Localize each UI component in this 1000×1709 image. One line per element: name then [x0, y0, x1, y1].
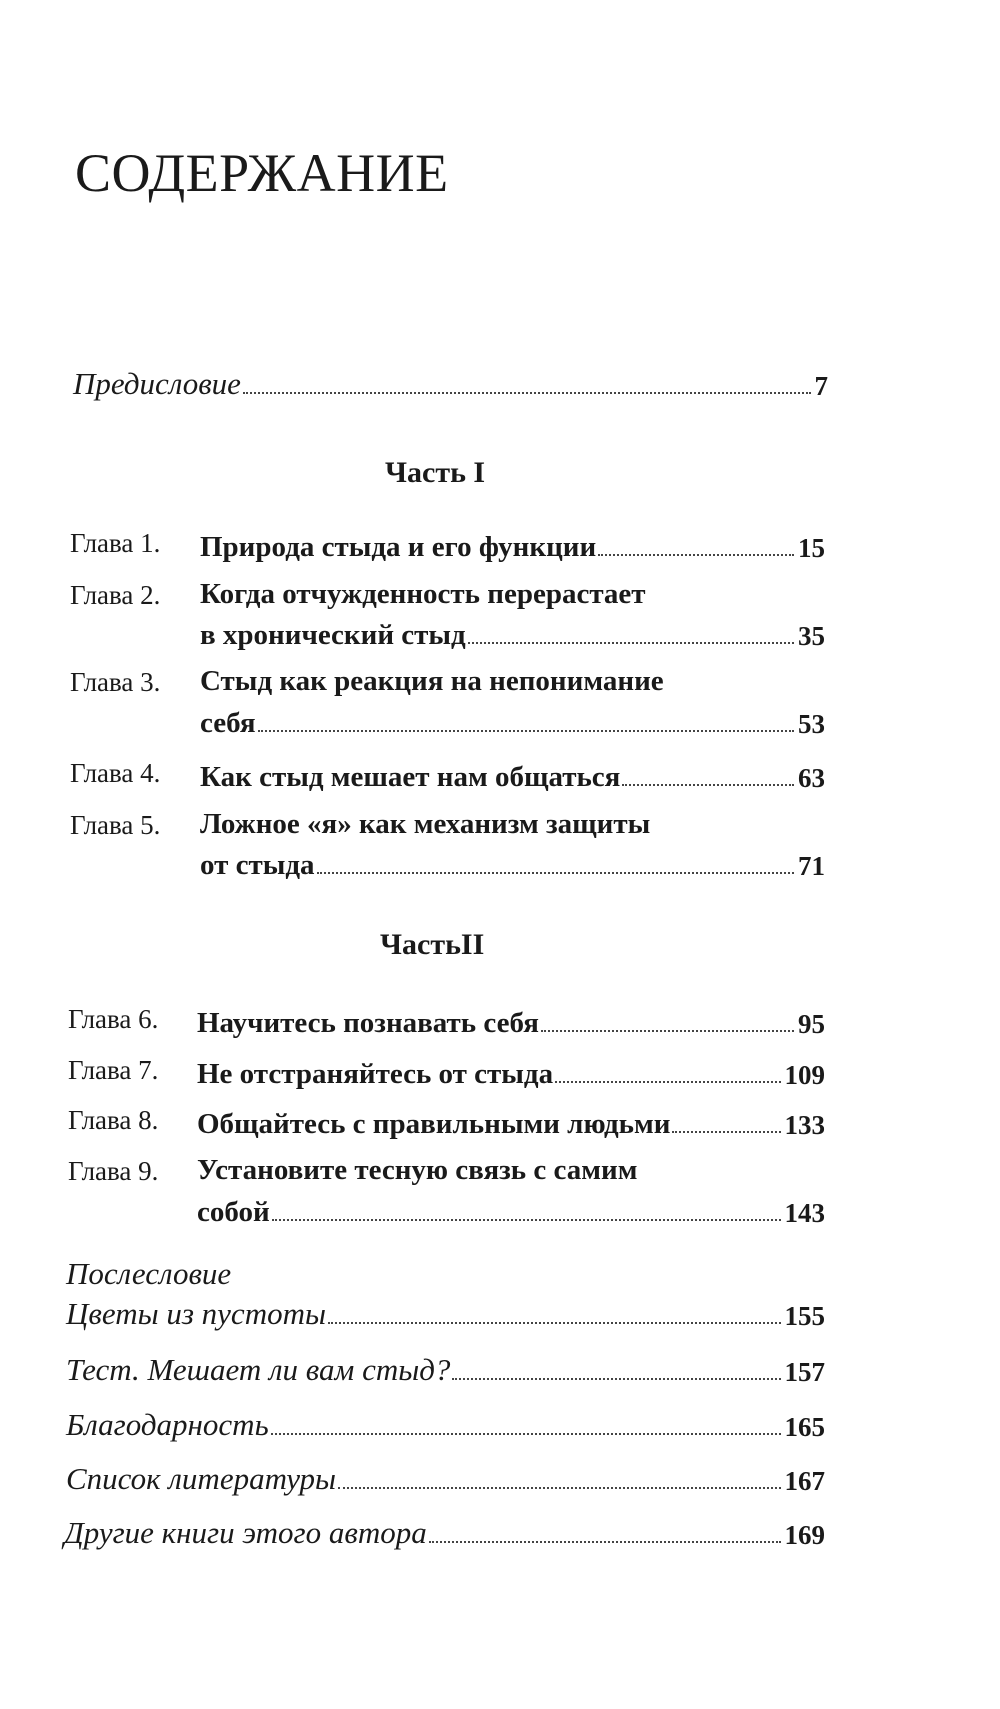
page-number: 7 [814, 371, 828, 401]
page-number: 95 [798, 1009, 825, 1039]
toc-entry-chapter-7[interactable] [197, 1051, 825, 1091]
entry-title-line-2: собой [197, 1196, 270, 1228]
toc-entry-chapter-2[interactable] [200, 612, 825, 652]
page-number: 15 [798, 533, 825, 563]
toc-entry-chapter-5[interactable] [200, 842, 825, 882]
entry-title: Природа стыда и его функции [200, 531, 597, 563]
dot-leader [672, 1131, 780, 1133]
page-number: 63 [798, 763, 825, 793]
dot-leader [541, 1030, 794, 1032]
page-number: 155 [784, 1301, 825, 1331]
entry-title: Список литературы [66, 1461, 337, 1496]
dot-leader [555, 1081, 780, 1083]
entry-title: Не отстраняйтесь от стыда [197, 1058, 554, 1090]
page-number: 169 [784, 1520, 825, 1550]
page-number: 167 [784, 1466, 825, 1496]
dot-leader [272, 1219, 781, 1221]
dot-leader [468, 642, 794, 644]
dot-leader [243, 392, 811, 394]
entry-title-line-1: Послесловие [66, 1256, 232, 1291]
dot-leader [328, 1322, 781, 1324]
dot-leader [338, 1487, 780, 1489]
dot-leader [598, 554, 794, 556]
dot-leader [429, 1541, 781, 1543]
entry-title-line-2: в хронический стыд [200, 619, 466, 651]
chapter-label: Глава 3. [70, 667, 161, 697]
toc-entry-bibliography[interactable] [66, 1457, 825, 1497]
dot-leader [452, 1378, 780, 1380]
dot-leader [622, 784, 794, 786]
entry-title: Благодарность [66, 1407, 269, 1442]
toc-entry-chapter-1[interactable] [200, 524, 825, 564]
entry-title: Как стыд мешает нам общаться [200, 761, 621, 793]
chapter-label: Глава 7. [68, 1055, 159, 1085]
toc-entry-chapter-6[interactable] [197, 1000, 825, 1040]
part-heading: ЧастьII [380, 928, 485, 961]
dot-leader [317, 872, 794, 874]
toc-entry-test[interactable] [66, 1348, 825, 1388]
entry-title: Другие книги этого автора [64, 1515, 427, 1550]
chapter-label: Глава 2. [70, 580, 161, 610]
dot-leader [271, 1433, 781, 1435]
toc-entry-chapter-4[interactable] [200, 754, 825, 794]
chapter-label: Глава 4. [70, 758, 161, 788]
entry-title-line-2: от стыда [200, 849, 315, 881]
toc-entry-chapter-3[interactable] [200, 700, 825, 740]
entry-title-line-2: Цветы из пустоты [66, 1296, 326, 1331]
page-number: 157 [784, 1357, 825, 1387]
toc-entry-other-books[interactable] [64, 1511, 825, 1551]
page-number: 143 [784, 1198, 825, 1228]
dot-leader [258, 730, 794, 732]
page-number: 165 [784, 1412, 825, 1442]
page-number: 71 [798, 851, 825, 881]
entry-title-line-1: Ложное «я» как механизм защиты [200, 808, 651, 840]
entry-title-line-1: Стыд как реакция на непонимание [200, 665, 664, 697]
chapter-label: Глава 8. [68, 1105, 159, 1135]
part-heading: Часть I [385, 456, 486, 489]
toc-entry-afterword[interactable] [66, 1292, 825, 1332]
entry-title: Предисловие [73, 366, 241, 401]
page-number: 109 [784, 1060, 825, 1090]
chapter-label: Глава 6. [68, 1004, 159, 1034]
entry-title: Научитесь познавать себя [197, 1007, 539, 1039]
entry-title-line-1: Когда отчужденность перерастает [200, 578, 646, 610]
toc-entry-chapter-8[interactable] [197, 1101, 825, 1141]
toc-entry-preface[interactable] [73, 362, 828, 402]
chapter-label: Глава 1. [70, 528, 161, 558]
page-number: 133 [784, 1110, 825, 1140]
chapter-label: Глава 9. [68, 1156, 159, 1186]
page-title: СОДЕРЖАНИЕ [75, 143, 449, 203]
chapter-label: Глава 5. [70, 810, 161, 840]
entry-title-line-1: Установите тесную связь с самим [197, 1154, 638, 1186]
entry-title-line-2: себя [200, 707, 256, 739]
entry-title: Общайтесь с правильными людьми [197, 1108, 671, 1140]
toc-entry-acknowledgements[interactable] [66, 1403, 825, 1443]
page-number: 35 [798, 621, 825, 651]
toc-entry-chapter-9[interactable] [197, 1189, 825, 1229]
entry-title: Тест. Мешает ли вам стыд? [66, 1352, 451, 1387]
page-number: 53 [798, 709, 825, 739]
